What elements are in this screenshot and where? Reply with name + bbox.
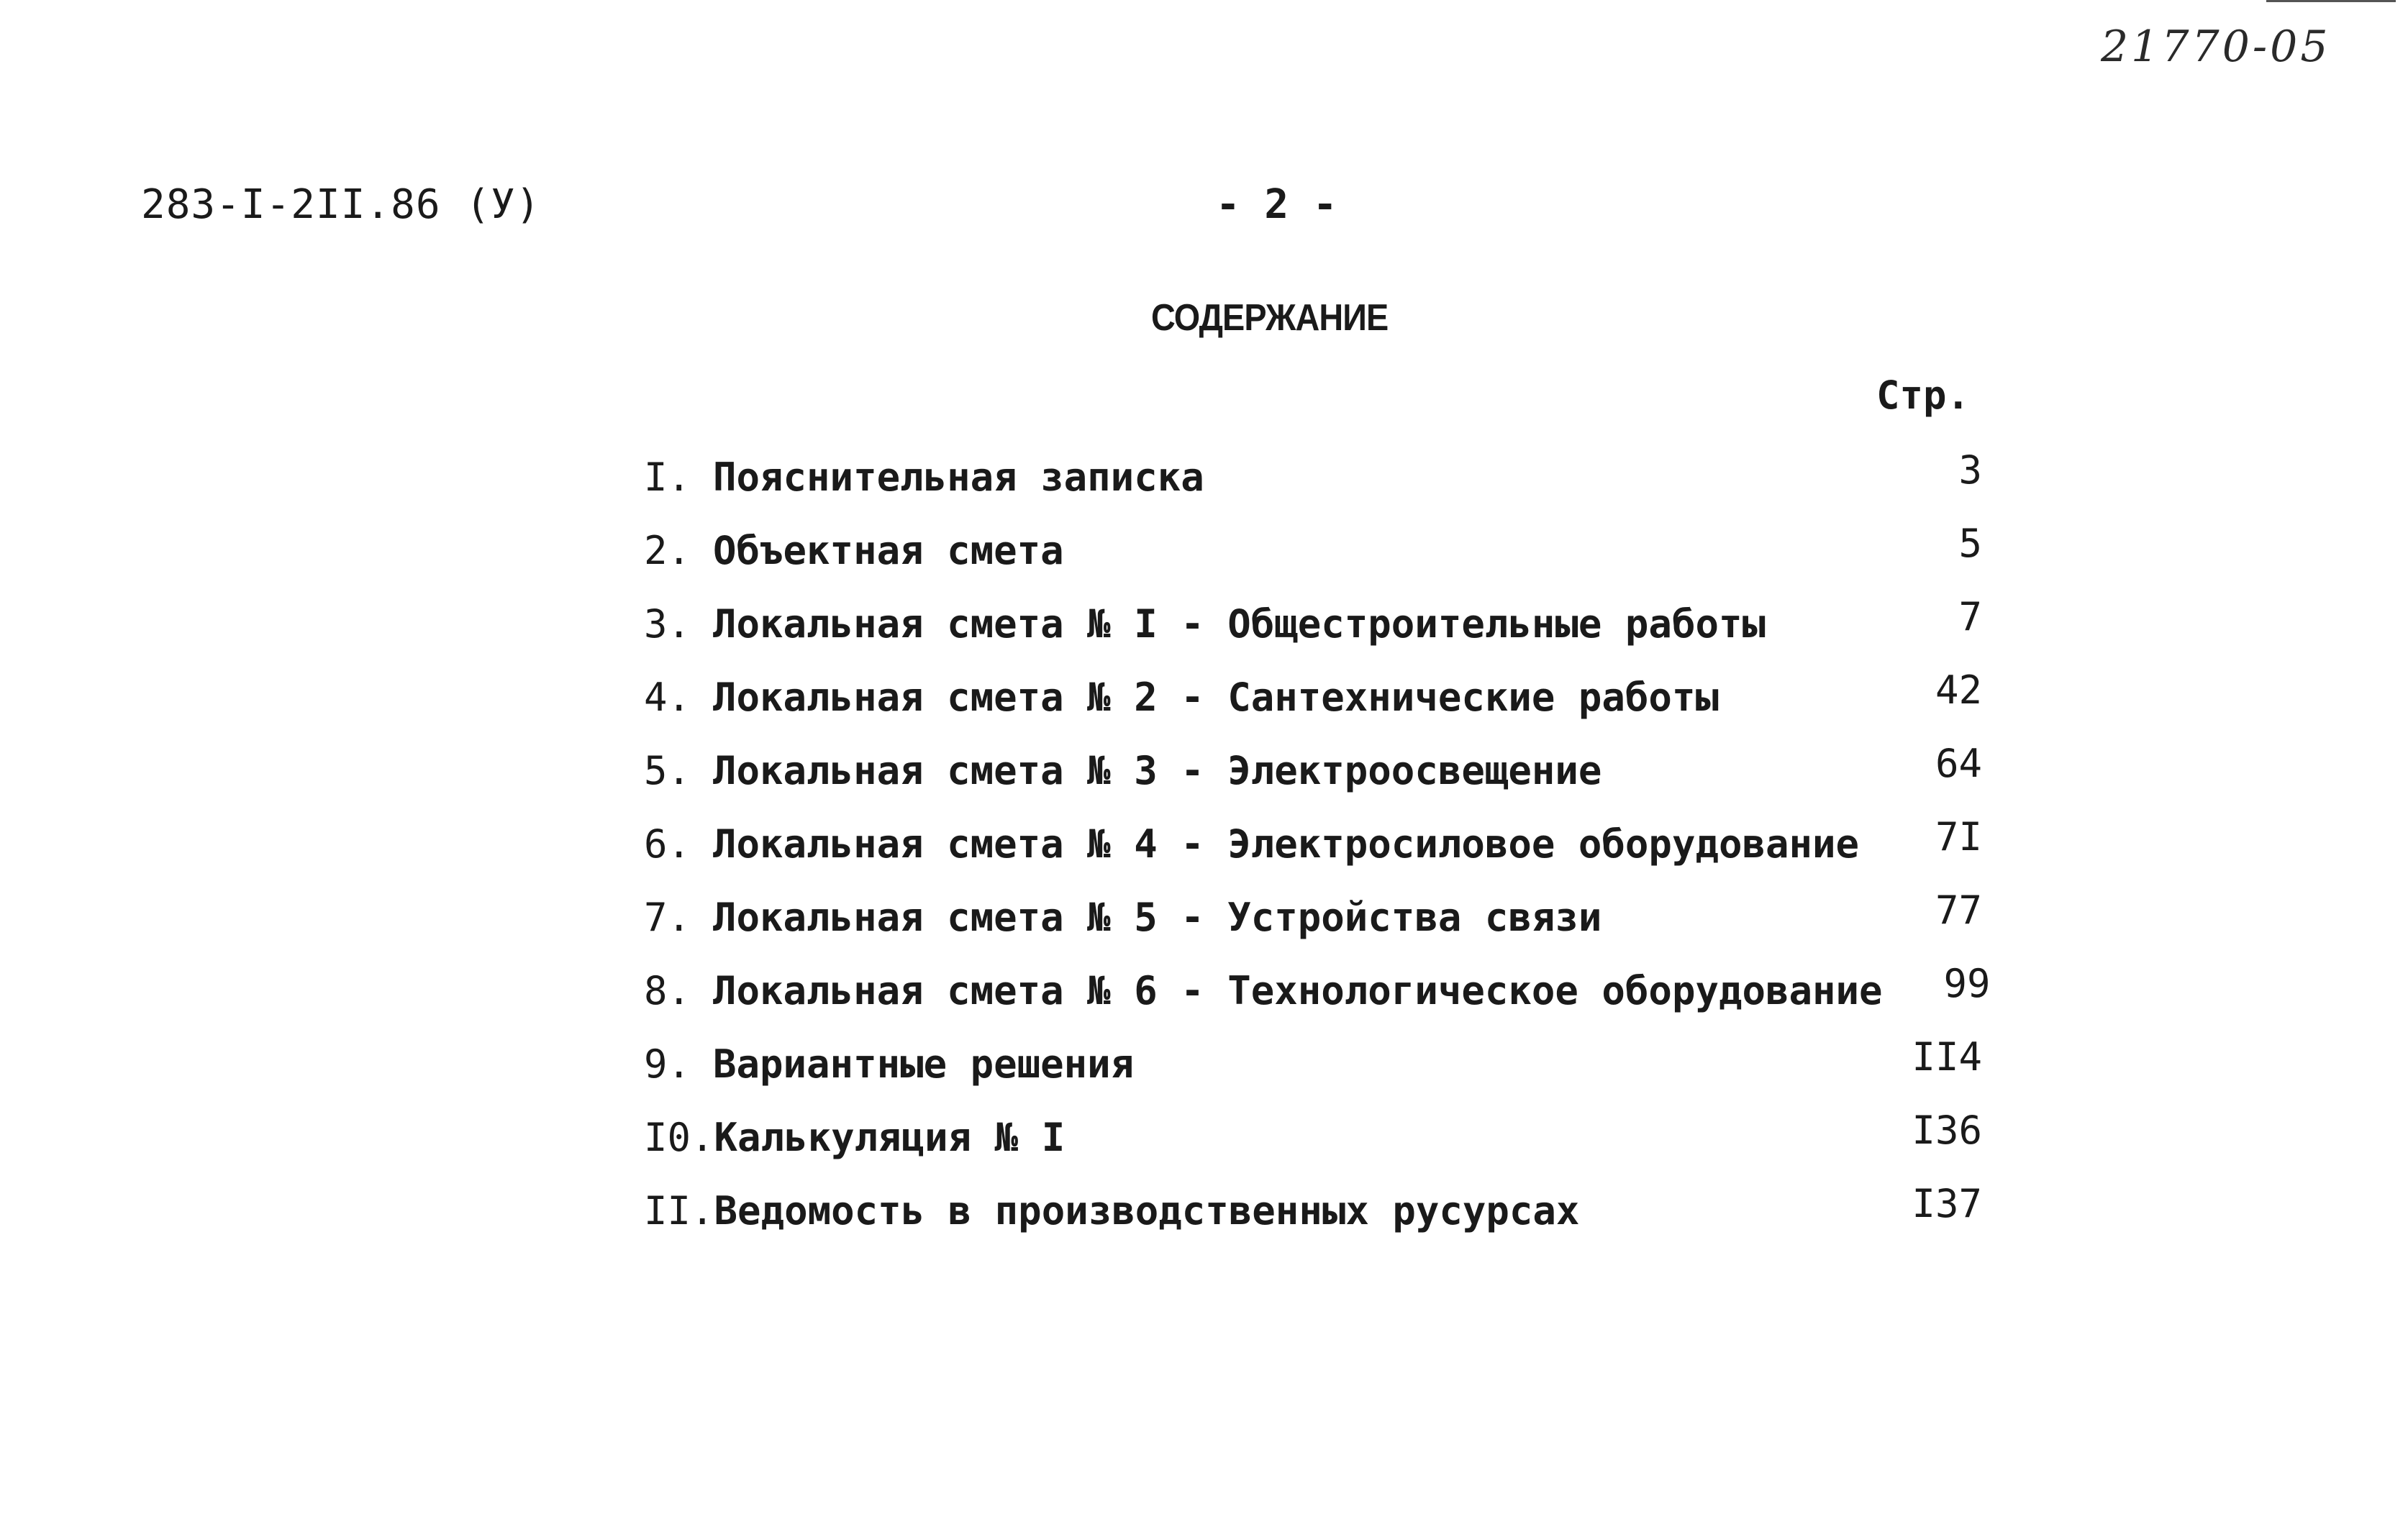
toc-item-page: 42 <box>1935 667 1982 713</box>
toc-item <box>644 667 1982 748</box>
toc-item-page: 3 <box>1958 447 1982 493</box>
toc-item <box>644 521 1982 601</box>
toc-item-text: Объектная смета <box>713 528 1064 573</box>
toc-item-text: Пояснительная записка <box>713 455 1204 500</box>
top-edge-rule <box>2266 0 2396 2</box>
toc-item-text: Ведомость в производственных русурсах <box>714 1188 1580 1233</box>
toc-item-page: 7I <box>1935 814 1982 859</box>
toc-item <box>644 741 1982 821</box>
toc-item-number: 2. <box>644 528 691 573</box>
toc-item <box>644 888 1982 968</box>
toc-item-text: Локальная смета № 5 - Устройства связи <box>713 895 1602 940</box>
toc-item-number: 7. <box>644 895 691 940</box>
toc-item-page: I37 <box>1912 1181 1982 1226</box>
toc-item <box>644 814 1982 895</box>
toc-item-number: 5. <box>644 748 691 793</box>
toc-item-page: 64 <box>1935 741 1982 786</box>
toc-item-number: 4. <box>644 675 691 720</box>
toc-item-page: I36 <box>1912 1108 1982 1153</box>
toc-item-page: 7 <box>1958 594 1982 639</box>
toc-item <box>644 1034 1982 1115</box>
toc-item-number: 8. <box>644 968 691 1013</box>
toc-item-text: Локальная смета № 6 - Технологическое оборудование <box>713 968 1883 1013</box>
toc-title: СОДЕРЖАНИЕ <box>1151 297 1389 339</box>
toc-item <box>644 1108 1982 1188</box>
toc-item <box>644 961 1991 1041</box>
toc-item-page: II4 <box>1912 1034 1982 1080</box>
toc-item <box>644 594 1982 675</box>
toc-item-text: Вариантные решения <box>713 1041 1135 1087</box>
toc-item-number: 6. <box>644 821 691 867</box>
toc-item-number: I0. <box>644 1115 714 1160</box>
toc-item-number: 9. <box>644 1041 691 1087</box>
page-column-header: Стр. <box>1876 373 1971 418</box>
toc-item-text: Калькуляция № I <box>714 1115 1066 1160</box>
toc-list <box>644 447 1991 1262</box>
toc-item-text: Локальная смета № 4 - Электросиловое оборудование <box>713 821 1860 867</box>
toc-item-number: I. <box>644 455 691 500</box>
toc-item-number: II. <box>644 1188 714 1233</box>
toc-item-text: Локальная смета № 2 - Сантехнические работы <box>713 675 1719 720</box>
toc-item-page: 99 <box>1943 961 1991 1006</box>
toc-item-number: 3. <box>644 601 691 647</box>
document-code: 283-I-2II.86 (У) <box>141 181 541 228</box>
toc-item <box>644 447 1982 528</box>
toc-item-page: 77 <box>1935 888 1982 933</box>
toc-item-text: Локальная смета № 3 - Электроосвещение <box>713 748 1602 793</box>
toc-item-page: 5 <box>1958 521 1982 566</box>
toc-item <box>644 1181 1982 1262</box>
page-number: - 2 - <box>1216 181 1337 228</box>
handwritten-archive-number: 21770-05 <box>2101 22 2331 72</box>
toc-item-text: Локальная смета № I - Общестроительные работы <box>713 601 1766 647</box>
